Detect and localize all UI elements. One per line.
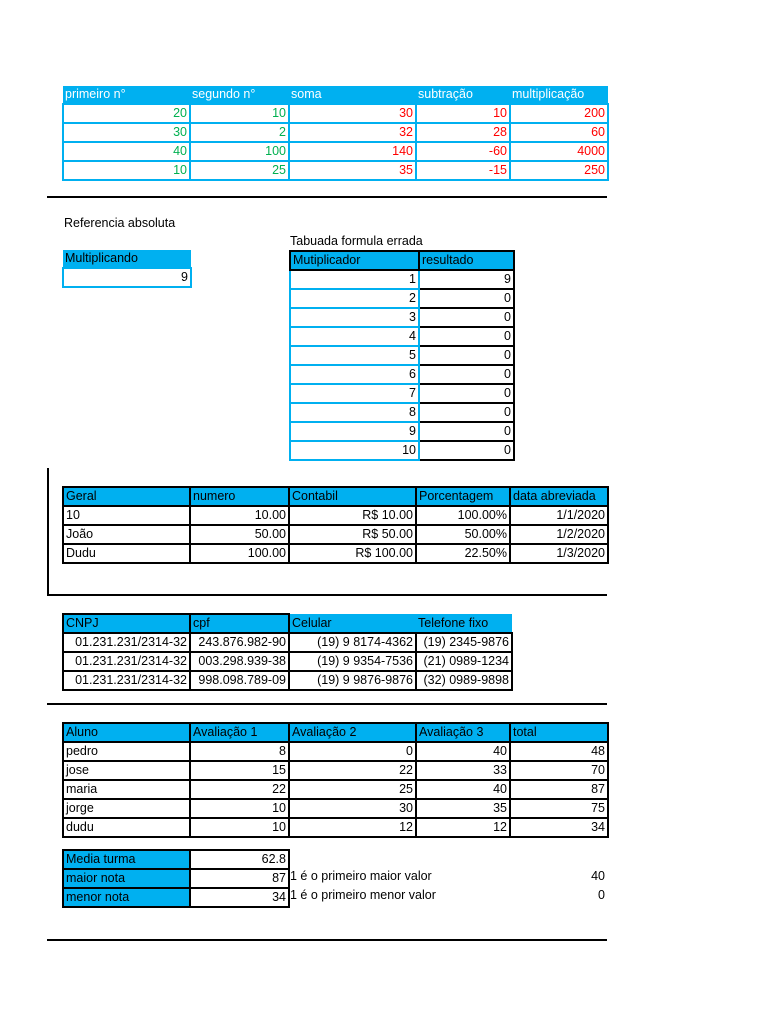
cell[interactable]: 10 — [290, 441, 419, 460]
cell[interactable]: 3 — [290, 308, 419, 327]
cell[interactable]: 35 — [289, 161, 416, 180]
cell[interactable]: 22 — [289, 761, 416, 780]
operations-table — [62, 86, 609, 181]
table-row — [63, 525, 608, 544]
cell[interactable]: 30 — [289, 799, 416, 818]
cell[interactable]: 0 — [419, 327, 514, 346]
table-row — [290, 365, 514, 384]
table-row — [63, 799, 608, 818]
maior-nota-label[interactable]: maior nota — [63, 869, 190, 888]
table-row — [63, 780, 608, 799]
table-row — [290, 422, 514, 441]
cell[interactable]: R$ 10.00 — [289, 506, 416, 525]
cell[interactable]: 1/3/2020 — [510, 544, 608, 563]
cell[interactable]: 10 — [190, 799, 289, 818]
header-cell[interactable]: Geral — [63, 487, 190, 506]
cell[interactable]: 4000 — [510, 142, 608, 161]
cell[interactable]: 32 — [289, 123, 416, 142]
cell[interactable]: 87 — [510, 780, 608, 799]
table-row — [63, 818, 608, 837]
cell[interactable]: 243.876.982-90 — [190, 633, 289, 652]
cell[interactable]: 8 — [190, 742, 289, 761]
grades-header-row — [63, 723, 608, 742]
cell[interactable]: 12 — [289, 818, 416, 837]
cell[interactable]: 30 — [289, 104, 416, 123]
cell[interactable]: 2 — [190, 123, 289, 142]
table-row — [63, 142, 608, 161]
cell[interactable]: 70 — [510, 761, 608, 780]
operations-header-row — [63, 86, 608, 104]
maior-valor-result: 40 — [591, 869, 605, 883]
documents-table — [62, 613, 513, 691]
header-cell[interactable]: total — [510, 723, 608, 742]
table-row — [63, 633, 512, 652]
cell[interactable]: 003.298.939-38 — [190, 652, 289, 671]
cell[interactable]: maria — [63, 780, 190, 799]
cell[interactable]: 75 — [510, 799, 608, 818]
header-cell[interactable]: numero — [190, 487, 289, 506]
cell[interactable]: 10 — [190, 104, 289, 123]
cell[interactable]: -60 — [416, 142, 510, 161]
cell[interactable]: 48 — [510, 742, 608, 761]
table-row — [290, 441, 514, 460]
cell[interactable]: 1/1/2020 — [510, 506, 608, 525]
cell[interactable]: 34 — [510, 818, 608, 837]
menor-nota-label[interactable]: menor nota — [63, 888, 190, 907]
section-divider — [47, 703, 607, 705]
cell[interactable]: (19) 2345-9876 — [416, 633, 512, 652]
table-row — [63, 104, 608, 123]
cell[interactable]: 1 — [290, 270, 419, 289]
tabuada-title: Tabuada formula errada — [290, 234, 423, 248]
header-cell[interactable]: CNPJ — [63, 614, 190, 633]
cell[interactable]: 0 — [419, 346, 514, 365]
menor-valor-note: 1 é o primeiro menor valor — [290, 888, 436, 902]
header-cell[interactable]: cpf — [190, 614, 289, 633]
section-divider — [47, 196, 607, 198]
formats-table — [62, 486, 609, 564]
cell[interactable]: 40 — [416, 780, 510, 799]
cell[interactable]: 200 — [510, 104, 608, 123]
cell[interactable]: 0 — [419, 308, 514, 327]
cell[interactable]: 0 — [419, 384, 514, 403]
header-cell[interactable]: Aluno — [63, 723, 190, 742]
header-cell[interactable]: Porcentagem — [416, 487, 510, 506]
formats-header-row — [63, 487, 608, 506]
cell[interactable]: 100.00% — [416, 506, 510, 525]
cell[interactable]: 0 — [419, 422, 514, 441]
table-row — [63, 652, 512, 671]
media-turma-value[interactable]: 62.8 — [190, 850, 289, 869]
multiplicando-table — [62, 250, 192, 288]
table-row — [63, 506, 608, 525]
header-cell[interactable]: subtração — [416, 86, 510, 104]
cell[interactable]: 140 — [289, 142, 416, 161]
cell[interactable]: 35 — [416, 799, 510, 818]
cell[interactable]: 250 — [510, 161, 608, 180]
table-row — [290, 327, 514, 346]
multiplicando-label[interactable]: Multiplicando — [63, 250, 191, 268]
header-cell[interactable]: primeiro n° — [63, 86, 190, 104]
header-cell[interactable]: Celular — [289, 614, 416, 633]
cell[interactable]: 12 — [416, 818, 510, 837]
header-cell[interactable]: Avaliação 3 — [416, 723, 510, 742]
cell[interactable]: 0 — [419, 365, 514, 384]
cell[interactable]: dudu — [63, 818, 190, 837]
cell[interactable]: 10 — [63, 506, 190, 525]
cell[interactable]: João — [63, 525, 190, 544]
cell[interactable]: 01.231.231/2314-32 — [63, 652, 190, 671]
media-turma-label[interactable]: Media turma — [63, 850, 190, 869]
cell[interactable]: 2 — [290, 289, 419, 308]
table-row — [290, 270, 514, 289]
table-row — [290, 384, 514, 403]
table-row — [290, 289, 514, 308]
table-row — [63, 850, 289, 869]
table-row — [290, 403, 514, 422]
table-row — [63, 161, 608, 180]
cell[interactable]: 15 — [190, 761, 289, 780]
cell[interactable]: 7 — [290, 384, 419, 403]
header-cell[interactable]: Contabil — [289, 487, 416, 506]
cell[interactable]: 6 — [290, 365, 419, 384]
cell[interactable]: 4 — [290, 327, 419, 346]
header-cell[interactable]: multiplicação — [510, 86, 608, 104]
tabuada-table — [289, 250, 515, 461]
cell[interactable]: 100 — [190, 142, 289, 161]
multiplicando-value[interactable]: 9 — [63, 268, 191, 287]
cell[interactable]: (19) 9 9354-7536 — [289, 652, 416, 671]
cell[interactable]: 10 — [190, 818, 289, 837]
cell[interactable]: 50.00% — [416, 525, 510, 544]
stats-table — [62, 849, 290, 908]
cell[interactable]: 0 — [419, 441, 514, 460]
documents-header-row — [63, 614, 512, 633]
cell[interactable]: (32) 0989-9898 — [416, 671, 512, 690]
cell[interactable]: 10 — [63, 161, 190, 180]
grades-table — [62, 722, 609, 838]
cell[interactable]: 01.231.231/2314-32 — [63, 671, 190, 690]
cell[interactable]: 22.50% — [416, 544, 510, 563]
header-cell[interactable]: Telefone fixo — [416, 614, 512, 633]
cell[interactable]: 9 — [419, 270, 514, 289]
cell[interactable]: 25 — [190, 161, 289, 180]
table-row — [63, 544, 608, 563]
header-cell[interactable]: soma — [289, 86, 416, 104]
cell[interactable]: 0 — [289, 742, 416, 761]
cell[interactable]: 8 — [290, 403, 419, 422]
cell[interactable]: (21) 0989-1234 — [416, 652, 512, 671]
header-cell[interactable]: Mutiplicador — [290, 251, 419, 270]
cell[interactable]: 5 — [290, 346, 419, 365]
cell[interactable]: R$ 50.00 — [289, 525, 416, 544]
cell[interactable]: 0 — [419, 403, 514, 422]
header-cell[interactable]: Avaliação 1 — [190, 723, 289, 742]
cell[interactable]: 20 — [63, 104, 190, 123]
cell[interactable]: 30 — [63, 123, 190, 142]
cell[interactable]: 33 — [416, 761, 510, 780]
cell[interactable]: 01.231.231/2314-32 — [63, 633, 190, 652]
header-cell[interactable]: Avaliação 2 — [289, 723, 416, 742]
table-row — [63, 761, 608, 780]
table-row — [63, 671, 512, 690]
table-row — [63, 123, 608, 142]
ref-absoluta-title: Referencia absoluta — [64, 216, 176, 230]
cell[interactable]: 25 — [289, 780, 416, 799]
menor-valor-result: 0 — [598, 888, 605, 902]
cell[interactable]: jose — [63, 761, 190, 780]
cell[interactable]: Dudu — [63, 544, 190, 563]
cell[interactable]: 1/2/2020 — [510, 525, 608, 544]
maior-valor-note: 1 é o primeiro maior valor — [290, 869, 432, 883]
header-cell[interactable]: data abreviada — [510, 487, 608, 506]
section-divider — [47, 939, 607, 941]
section-divider — [47, 594, 607, 596]
header-cell[interactable]: segundo n° — [190, 86, 289, 104]
cell[interactable]: 22 — [190, 780, 289, 799]
cell[interactable]: 50.00 — [190, 525, 289, 544]
cell[interactable]: 0 — [419, 289, 514, 308]
cell[interactable]: 100.00 — [190, 544, 289, 563]
header-cell[interactable]: resultado — [419, 251, 514, 270]
section-border-left — [47, 468, 49, 595]
table-row — [63, 742, 608, 761]
cell[interactable]: 28 — [416, 123, 510, 142]
cell[interactable]: R$ 100.00 — [289, 544, 416, 563]
cell[interactable]: 40 — [63, 142, 190, 161]
cell[interactable]: -15 — [416, 161, 510, 180]
table-row — [63, 869, 289, 888]
menor-nota-value[interactable]: 34 — [190, 888, 289, 907]
cell[interactable]: 998.098.789-09 — [190, 671, 289, 690]
cell[interactable]: jorge — [63, 799, 190, 818]
maior-nota-value[interactable]: 87 — [190, 869, 289, 888]
cell[interactable]: (19) 9 8174-4362 — [289, 633, 416, 652]
table-row — [290, 346, 514, 365]
tabuada-header-row — [290, 251, 514, 270]
cell[interactable]: 10.00 — [190, 506, 289, 525]
table-row — [290, 308, 514, 327]
cell[interactable]: 10 — [416, 104, 510, 123]
cell[interactable]: 9 — [290, 422, 419, 441]
cell[interactable]: 40 — [416, 742, 510, 761]
table-row — [63, 888, 289, 907]
cell[interactable]: 60 — [510, 123, 608, 142]
cell[interactable]: (19) 9 9876-9876 — [289, 671, 416, 690]
cell[interactable]: pedro — [63, 742, 190, 761]
